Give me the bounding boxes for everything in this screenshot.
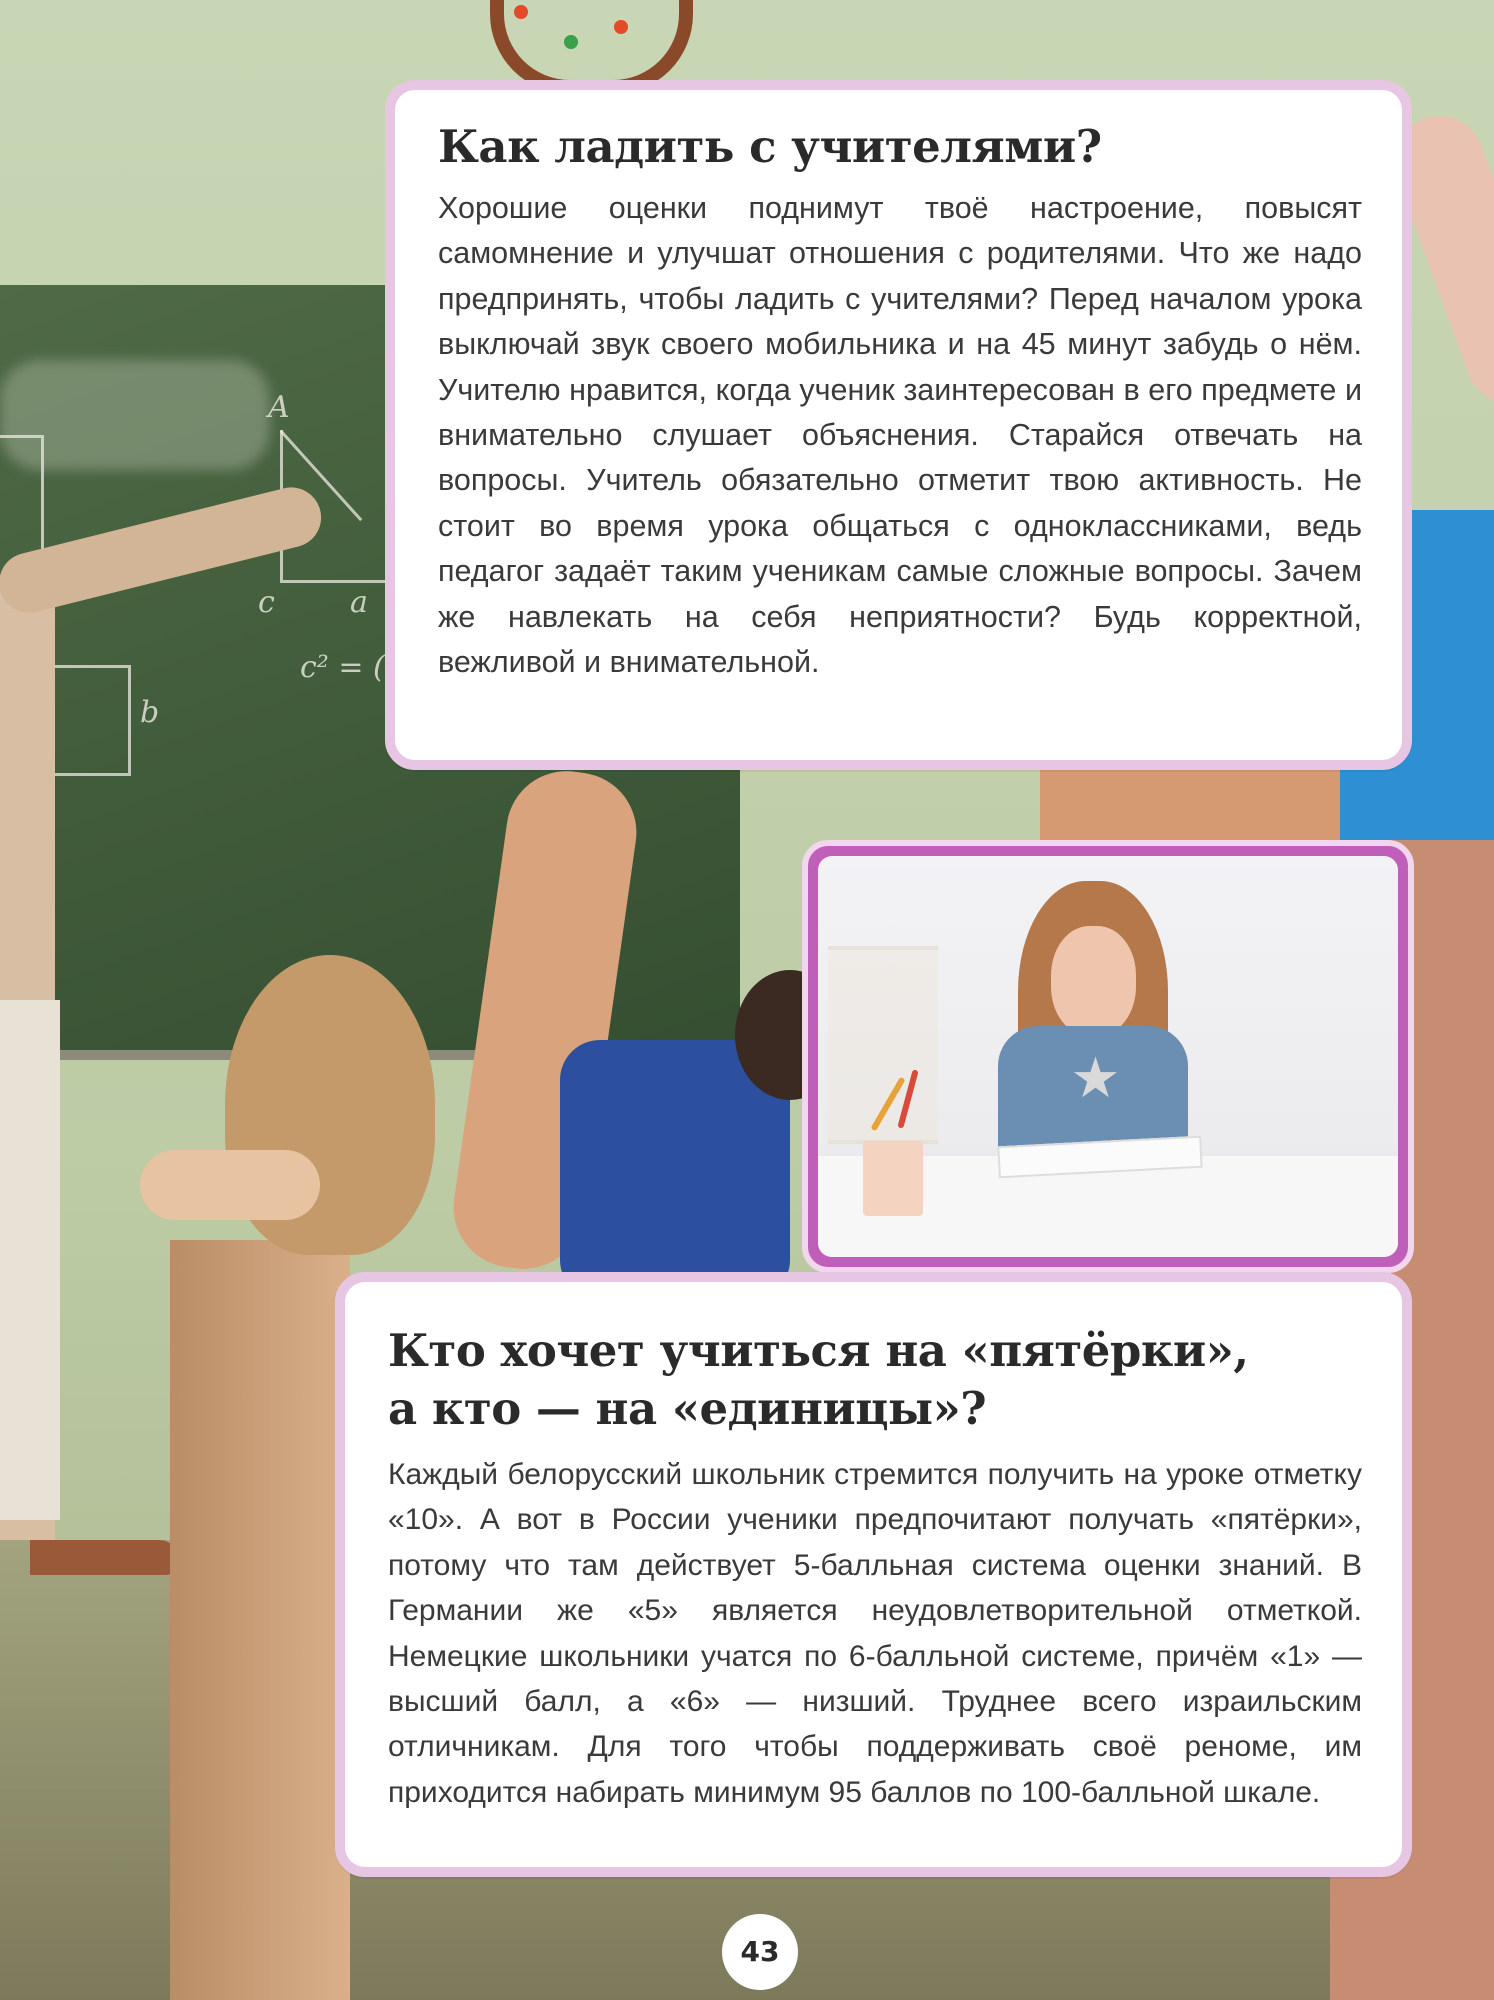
chalk-label-b2: b — [140, 695, 160, 730]
heading-teachers: Как ладить с учителями? — [438, 120, 1102, 173]
chalk-triangle-base — [280, 580, 390, 583]
school-desk — [170, 1240, 350, 2000]
student-girl-arm — [140, 1150, 320, 1220]
star-icon: ★ — [1070, 1046, 1121, 1111]
chalk-label-a: a — [350, 585, 368, 620]
text-box-teachers — [385, 80, 1412, 770]
heading-grades — [388, 1322, 1362, 1438]
photo-stressed-girl — [818, 856, 1398, 1257]
chalk-label-a-top: A — [268, 390, 290, 425]
photo-frame — [802, 840, 1414, 1273]
photo-girl-face — [1051, 926, 1136, 1036]
teacher-pants — [0, 1000, 60, 1520]
chalk-formula: c² = ( — [300, 650, 385, 685]
text-box-grades — [335, 1272, 1412, 1877]
heading-grades-line1: Кто хочет учиться на «пятёрки», — [388, 1324, 1249, 1377]
heading-grades-line2: а кто — на «единицы»? — [388, 1382, 987, 1435]
photo-pencil-cup — [863, 1141, 923, 1216]
paragraph-teachers: Хорошие оценки поднимут твоё настроение, повысят самомнение и улучшат отношения с родителями. Что же надо предпринять, чтобы ладить с учителями? Перед началом урока выключай звук своего мобильника и на 45 минут забудь о нём. Учителю нравится, когда ученик заинтересован в его предмете и внимательно слушает объяснения. Старайся отвечать на вопросы. Учитель обязательно отметит твою активность. Не стоит во время урока общаться с одноклассниками, ведь педагог задаёт таким ученикам самые сложные вопросы. Зачем же навлекать на себя неприятности? Будь корректной, вежливой и внимательной. — [438, 191, 1362, 680]
page-number: 43 — [722, 1914, 798, 1990]
chalk-label-c: c — [258, 585, 275, 620]
teacher-shoe — [30, 1540, 180, 1575]
wall-strip — [1040, 770, 1340, 840]
paragraph-grades: Каждый белорусский школьник стремится получить на уроке отметку «10». А вот в России ученики предпочитают получать «пятёрки», потому что там действует 5-балльная система оценки знаний. В Германии же «5» является неудовлетворительной отметкой. Немецкие школьники учатся по 6-балльной системе, причём «1» — высший балл, а «6» — низший. Труднее всего израильским отличникам. Для того чтобы поддерживать своё реноме, им приходится набирать минимум 95 баллов по 100-балльной шкале. — [388, 1458, 1362, 1809]
